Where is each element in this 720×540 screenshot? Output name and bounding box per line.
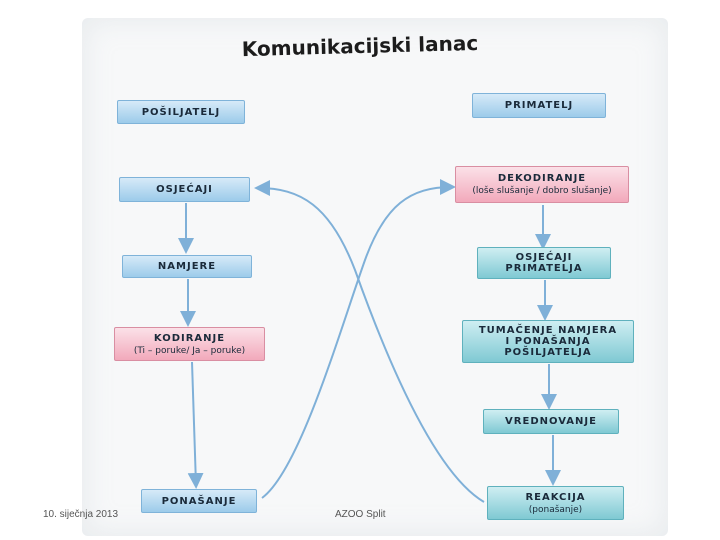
decoding-label: DEKODIRANJE bbox=[497, 173, 587, 184]
arrow-encoding-behavior bbox=[192, 362, 196, 485]
box-receiver-feelings bbox=[477, 247, 611, 279]
encoding-sublabel: (Ti – poruke/ Ja – poruke) bbox=[133, 345, 246, 356]
diagram-title: Komunikacijski lanac bbox=[241, 30, 479, 62]
box-interpretation bbox=[462, 320, 634, 363]
box-behavior bbox=[141, 489, 257, 513]
box-intentions bbox=[122, 255, 252, 278]
behavior-label: PONAŠANJE bbox=[161, 495, 237, 507]
box-decoding bbox=[455, 166, 629, 203]
box-reaction bbox=[487, 486, 624, 520]
box-encoding bbox=[114, 327, 265, 361]
encoding-label: KODIRANJE bbox=[153, 332, 226, 344]
sender-label: POŠILJATELJ bbox=[141, 106, 221, 118]
receiver-feelings-label-1: OSJEĆAJI bbox=[515, 252, 573, 263]
box-feelings bbox=[119, 177, 250, 202]
evaluation-label: VREDNOVANJE bbox=[505, 416, 597, 427]
interpretation-label-1: TUMAČENJE NAMJERA bbox=[478, 325, 618, 336]
interpretation-label-2: I PONAŠANJA bbox=[505, 336, 591, 347]
footer-org: AZOO Split bbox=[335, 509, 386, 520]
intentions-label: NAMJERE bbox=[157, 261, 217, 272]
reaction-sublabel: (ponašanje) bbox=[528, 504, 583, 515]
box-receiver bbox=[472, 93, 606, 118]
receiver-label: PRIMATELJ bbox=[504, 100, 574, 111]
reaction-label: REAKCIJA bbox=[525, 491, 586, 503]
decoding-sublabel: (loše slušanje / dobro slušanje) bbox=[472, 186, 612, 196]
arrow-behavior-to-decoding bbox=[262, 187, 452, 498]
box-sender bbox=[117, 100, 245, 124]
feelings-label: OSJEĆAJI bbox=[156, 184, 213, 195]
box-evaluation bbox=[483, 409, 619, 434]
footer-date: 10. siječnja 2013 bbox=[43, 509, 119, 520]
receiver-feelings-label-2: PRIMATELJA bbox=[505, 263, 583, 274]
interpretation-label-3: POŠILJATELJA bbox=[504, 347, 592, 358]
